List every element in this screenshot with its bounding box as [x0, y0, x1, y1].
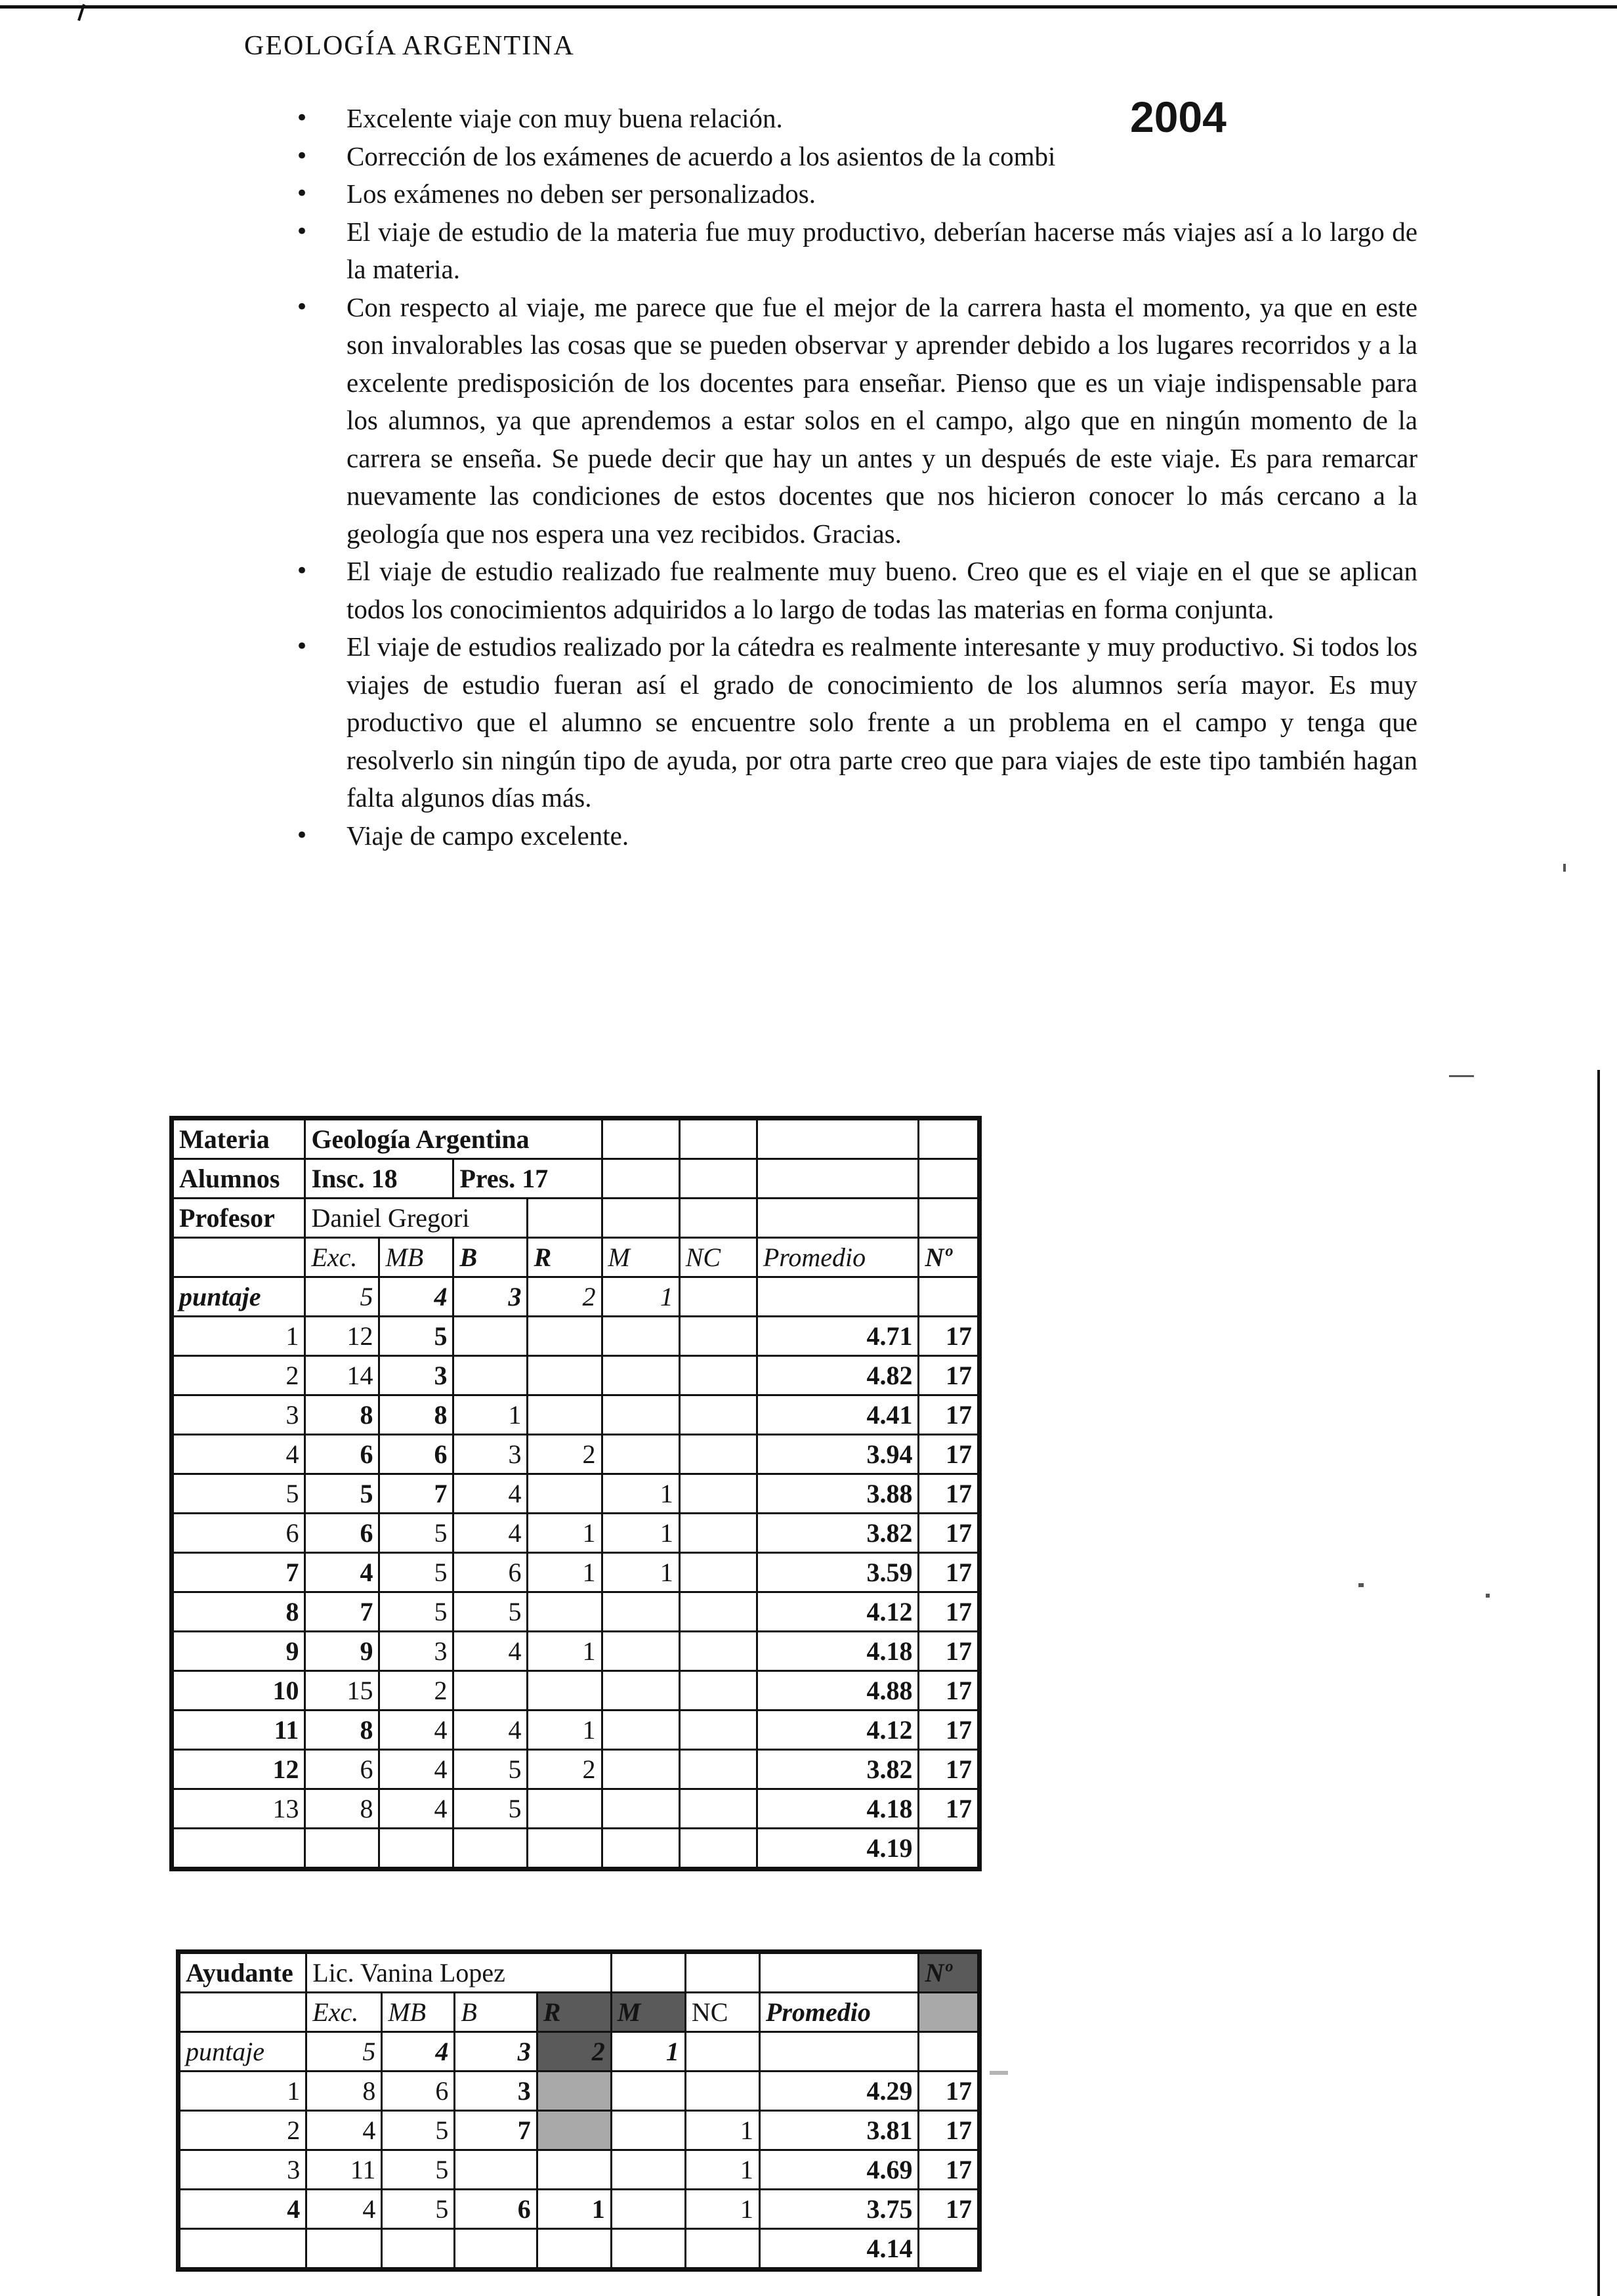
puntaje-value: 2 — [528, 1277, 602, 1317]
empty-cell — [528, 1829, 602, 1869]
question-number: 13 — [172, 1789, 305, 1829]
empty-cell — [685, 1952, 759, 1993]
mb-count: 6 — [382, 2072, 455, 2111]
r-count — [528, 1317, 602, 1356]
empty-cell — [611, 2229, 685, 2270]
n-value: 17 — [919, 1711, 980, 1750]
nc-count — [679, 1711, 757, 1750]
promedio-value: 4.69 — [759, 2150, 919, 2190]
r-count — [537, 2111, 611, 2150]
question-number: 6 — [172, 1514, 305, 1553]
m-count — [602, 1671, 679, 1711]
n-value: 17 — [919, 1671, 980, 1711]
r-count: 1 — [537, 2190, 611, 2229]
materia-label: Materia — [172, 1118, 305, 1159]
col-r: R — [537, 1993, 611, 2032]
table-row — [172, 1671, 980, 1711]
mb-count: 5 — [382, 2111, 455, 2150]
exc-count: 5 — [305, 1474, 379, 1514]
assistant-data-rows — [178, 2072, 980, 2270]
n-value: 17 — [919, 2072, 980, 2111]
n-value: 17 — [919, 1395, 980, 1435]
empty-cell — [172, 1238, 305, 1277]
empty-cell — [172, 1829, 305, 1869]
table-row — [172, 1711, 980, 1750]
mb-count: 2 — [379, 1671, 453, 1711]
empty-cell — [759, 2032, 919, 2072]
n-value: 17 — [919, 1750, 980, 1789]
n-value: 17 — [919, 1632, 980, 1671]
table-row — [172, 1750, 980, 1789]
n-value: 17 — [919, 1514, 980, 1553]
question-number: 5 — [172, 1474, 305, 1514]
b-count — [453, 1317, 528, 1356]
ayudante-value: Lic. Vanina Lopez — [306, 1952, 612, 1993]
m-count — [602, 1711, 679, 1750]
promedio-value: 4.18 — [757, 1632, 919, 1671]
r-count — [528, 1592, 602, 1632]
empty-cell — [178, 1993, 306, 2032]
promedio-value: 4.82 — [757, 1356, 919, 1395]
nc-count — [679, 1356, 757, 1395]
col-nc: NC — [679, 1238, 757, 1277]
exc-count: 4 — [305, 1553, 379, 1592]
empty-cell — [679, 1118, 757, 1159]
question-number: 2 — [172, 1356, 305, 1395]
empty-cell — [919, 1118, 980, 1159]
table-row — [172, 1789, 980, 1829]
puntaje-value: 5 — [306, 2032, 382, 2072]
puntaje-value: 4 — [379, 1277, 453, 1317]
r-count: 2 — [528, 1750, 602, 1789]
overall-average: 4.19 — [757, 1829, 919, 1869]
promedio-value: 3.81 — [759, 2111, 919, 2150]
question-number: 3 — [178, 2150, 306, 2190]
empty-cell — [919, 2032, 980, 2072]
m-count — [602, 1750, 679, 1789]
table-row — [172, 1514, 980, 1553]
nc-count — [679, 1317, 757, 1356]
b-count: 3 — [455, 2072, 537, 2111]
nc-count — [679, 1750, 757, 1789]
puntaje-label: puntaje — [172, 1277, 305, 1317]
exc-count: 7 — [305, 1592, 379, 1632]
puntaje-value: 1 — [602, 1277, 679, 1317]
b-count: 5 — [453, 1750, 528, 1789]
mb-count: 5 — [379, 1553, 453, 1592]
n-value: 17 — [919, 1592, 980, 1632]
puntaje-value: 5 — [305, 1277, 379, 1317]
col-m: M — [611, 1993, 685, 2032]
header-row-alumnos — [172, 1159, 980, 1199]
r-count — [537, 2072, 611, 2111]
puntaje-row — [178, 2032, 980, 2072]
puntaje-value: 4 — [382, 2032, 455, 2072]
exc-count: 6 — [305, 1750, 379, 1789]
table-row — [172, 1395, 980, 1435]
table-row — [172, 1356, 980, 1395]
nc-count — [679, 1632, 757, 1671]
question-number: 11 — [172, 1711, 305, 1750]
empty-cell — [602, 1159, 679, 1199]
n-value: 17 — [919, 1356, 980, 1395]
table-row — [172, 1632, 980, 1671]
question-number: 9 — [172, 1632, 305, 1671]
inscriptos-count: Insc. 18 — [305, 1159, 453, 1199]
b-count: 1 — [453, 1395, 528, 1435]
empty-cell — [379, 1829, 453, 1869]
m-count — [602, 1592, 679, 1632]
col-exc: Exc. — [306, 1993, 382, 2032]
mb-count: 7 — [379, 1474, 453, 1514]
scan-speck — [990, 2071, 1008, 2075]
exc-count: 4 — [306, 2190, 382, 2229]
n-value: 17 — [919, 1317, 980, 1356]
m-count: 1 — [602, 1553, 679, 1592]
m-count: 1 — [602, 1474, 679, 1514]
mb-count: 5 — [379, 1317, 453, 1356]
promedio-value: 4.12 — [757, 1711, 919, 1750]
presentes-count: Pres. 17 — [453, 1159, 602, 1199]
empty-cell — [453, 1829, 528, 1869]
b-count: 3 — [453, 1435, 528, 1474]
overall-average: 4.14 — [759, 2229, 919, 2270]
b-count: 5 — [453, 1789, 528, 1829]
promedio-value: 3.94 — [757, 1435, 919, 1474]
puntaje-value: 1 — [611, 2032, 685, 2072]
question-number: 12 — [172, 1750, 305, 1789]
promedio-value: 3.82 — [757, 1750, 919, 1789]
m-count — [602, 1789, 679, 1829]
m-count — [602, 1395, 679, 1435]
mb-count: 5 — [382, 2190, 455, 2229]
b-count — [455, 2150, 537, 2190]
table-row — [172, 1474, 980, 1514]
question-number: 8 — [172, 1592, 305, 1632]
mb-count: 4 — [379, 1711, 453, 1750]
exc-count: 8 — [305, 1789, 379, 1829]
col-m: M — [602, 1238, 679, 1277]
profesor-value: Daniel Gregori — [305, 1199, 528, 1238]
m-count — [602, 1317, 679, 1356]
promedio-value: 4.18 — [757, 1789, 919, 1829]
page-title: GEOLOGÍA ARGENTINA — [244, 31, 575, 61]
empty-cell — [382, 2229, 455, 2270]
r-count: 1 — [528, 1711, 602, 1750]
r-count — [528, 1671, 602, 1711]
promedio-value: 4.29 — [759, 2072, 919, 2111]
mb-count: 4 — [379, 1750, 453, 1789]
col-mb: MB — [382, 1993, 455, 2032]
table-row — [178, 2150, 980, 2190]
n-value: 17 — [919, 2150, 980, 2190]
materia-value: Geología Argentina — [305, 1118, 602, 1159]
empty-cell — [455, 2229, 537, 2270]
scan-speck — [1358, 1583, 1364, 1587]
empty-cell — [919, 2229, 980, 2270]
col-b: B — [453, 1238, 528, 1277]
promedio-value: 4.71 — [757, 1317, 919, 1356]
puntaje-label: puntaje — [178, 2032, 306, 2072]
column-header-row — [172, 1238, 980, 1277]
nc-count — [679, 1789, 757, 1829]
scan-speck — [1563, 864, 1566, 872]
question-number: 3 — [172, 1395, 305, 1435]
nc-count — [679, 1671, 757, 1711]
empty-cell — [679, 1829, 757, 1869]
col-promedio: Promedio — [759, 1993, 919, 2032]
b-count: 7 — [455, 2111, 537, 2150]
nc-count: 1 — [685, 2150, 759, 2190]
comment-item: • Viaje de campo excelente. — [289, 817, 1418, 855]
comment-item: • Con respecto al viaje, me parece que fue el mejor de la carrera hasta el momento, ya que en este son invalorables las cosas que se pueden observar y aprender debido a los lugares recorridos y a la excelente predisposición de los docentes para enseñar. Pienso que es un viaje indispensable para los alumnos, ya que aprendemos a estar solos en el campo, algo que en ningún momento de la carrera se enseña. Se puede decir que hay un antes y un después de este viaje. Es para remarcar nuevamente las condiciones de estos docentes que nos hicieron conocer lo más cercano a la geología que nos espera una vez recibidos. Gracias. — [289, 289, 1418, 553]
question-number: 4 — [172, 1435, 305, 1474]
question-number: 7 — [172, 1553, 305, 1592]
empty-cell — [679, 1159, 757, 1199]
b-count — [453, 1671, 528, 1711]
r-count: 1 — [528, 1632, 602, 1671]
nc-count: 1 — [685, 2190, 759, 2229]
m-count — [611, 2111, 685, 2150]
b-count: 4 — [453, 1632, 528, 1671]
nc-count — [679, 1553, 757, 1592]
col-r: R — [528, 1238, 602, 1277]
nc-count — [679, 1592, 757, 1632]
exc-count: 8 — [306, 2072, 382, 2111]
empty-cell — [602, 1829, 679, 1869]
header-row-profesor — [172, 1199, 980, 1238]
nc-count — [679, 1395, 757, 1435]
r-count: 2 — [528, 1435, 602, 1474]
promedio-value: 4.41 — [757, 1395, 919, 1435]
b-count: 6 — [455, 2190, 537, 2229]
col-promedio: Promedio — [757, 1238, 919, 1277]
table-row — [172, 1553, 980, 1592]
promedio-value: 4.88 — [757, 1671, 919, 1711]
question-number: 10 — [172, 1671, 305, 1711]
r-count: 1 — [528, 1514, 602, 1553]
empty-cell — [685, 2032, 759, 2072]
b-count: 4 — [453, 1711, 528, 1750]
empty-cell — [602, 1199, 679, 1238]
empty-cell — [919, 1199, 980, 1238]
r-count — [528, 1474, 602, 1514]
mb-count: 5 — [379, 1592, 453, 1632]
r-count — [528, 1789, 602, 1829]
comment-item: • El viaje de estudio de la materia fue muy productivo, deberían hacerse más viajes así a lo largo de la materia. — [289, 213, 1418, 289]
b-count: 5 — [453, 1592, 528, 1632]
question-number: 4 — [178, 2190, 306, 2229]
nc-count — [685, 2072, 759, 2111]
exc-count: 8 — [305, 1711, 379, 1750]
scan-top-border — [0, 5, 1617, 9]
mb-count: 5 — [379, 1514, 453, 1553]
empty-cell — [919, 1159, 980, 1199]
nc-count — [679, 1474, 757, 1514]
empty-cell — [919, 1829, 980, 1869]
empty-cell — [602, 1118, 679, 1159]
comment-list — [289, 100, 1418, 855]
n-value: 17 — [919, 1435, 980, 1474]
column-header-row — [178, 1993, 980, 2032]
m-count — [611, 2150, 685, 2190]
promedio-value: 3.59 — [757, 1553, 919, 1592]
n-value: 17 — [919, 2190, 980, 2229]
comment-item: • El viaje de estudios realizado por la cátedra es realmente interesante y muy productivo. Si todos los viajes de estudio fueran así el grado de conocimiento de los alumnos sería mayor. Es muy productivo que el alumno se encuentre solo frente a un problema en el campo y tenga que resolverlo sin ningún tipo de ayuda, por otra parte creo que para viajes de este tipo también hagan falta algunos días más. — [289, 628, 1418, 817]
promedio-value: 4.12 — [757, 1592, 919, 1632]
m-count — [602, 1435, 679, 1474]
exc-count: 4 — [306, 2111, 382, 2150]
scan-speck — [1449, 1075, 1474, 1077]
empty-cell — [919, 1277, 980, 1317]
table-row — [172, 1592, 980, 1632]
empty-cell — [306, 2229, 382, 2270]
professor-data-rows — [172, 1317, 980, 1869]
col-mb: MB — [379, 1238, 453, 1277]
scan-speck — [1486, 1594, 1490, 1598]
exc-count: 14 — [305, 1356, 379, 1395]
nc-count — [679, 1514, 757, 1553]
b-count: 4 — [453, 1514, 528, 1553]
col-n: Nº — [919, 1952, 980, 1993]
comment-item: • El viaje de estudio realizado fue realmente muy bueno. Creo que es el viaje en el que se aplican todos los conocimientos adquiridos a lo largo de todas las materias en forma conjunta. — [289, 553, 1418, 628]
b-count: 4 — [453, 1474, 528, 1514]
table-row — [172, 1435, 980, 1474]
assistant-grades-table — [176, 1949, 982, 2272]
table-row — [178, 2190, 980, 2229]
mb-count: 4 — [379, 1789, 453, 1829]
comment-item: • Corrección de los exámenes de acuerdo a los asientos de la combi — [289, 138, 1418, 176]
alumnos-label: Alumnos — [172, 1159, 305, 1199]
empty-cell — [919, 1993, 980, 2032]
exc-count: 6 — [305, 1435, 379, 1474]
overall-row — [172, 1829, 980, 1869]
r-count: 1 — [528, 1553, 602, 1592]
exc-count: 8 — [305, 1395, 379, 1435]
comment-item: • Excelente viaje con muy buena relación. — [289, 100, 1418, 138]
table-row — [178, 2072, 980, 2111]
mb-count: 6 — [379, 1435, 453, 1474]
m-count — [602, 1356, 679, 1395]
exc-count: 12 — [305, 1317, 379, 1356]
overall-row — [178, 2229, 980, 2270]
empty-cell — [757, 1277, 919, 1317]
nc-count: 1 — [685, 2111, 759, 2150]
empty-cell — [679, 1277, 757, 1317]
header-row-materia — [172, 1118, 980, 1159]
exc-count: 6 — [305, 1514, 379, 1553]
empty-cell — [757, 1199, 919, 1238]
nc-count — [679, 1435, 757, 1474]
r-count — [537, 2150, 611, 2190]
empty-cell — [611, 1952, 685, 1993]
m-count — [611, 2190, 685, 2229]
puntaje-value: 3 — [455, 2032, 537, 2072]
year-label: 2004 — [1130, 93, 1227, 141]
m-count: 1 — [602, 1514, 679, 1553]
empty-cell — [757, 1118, 919, 1159]
n-value: 17 — [919, 1789, 980, 1829]
exc-count: 15 — [305, 1671, 379, 1711]
empty-cell — [537, 2229, 611, 2270]
promedio-value: 3.82 — [757, 1514, 919, 1553]
header-row-ayudante — [178, 1952, 980, 1993]
m-count — [611, 2072, 685, 2111]
promedio-value: 3.88 — [757, 1474, 919, 1514]
empty-cell — [178, 2229, 306, 2270]
mb-count: 5 — [382, 2150, 455, 2190]
m-count — [602, 1632, 679, 1671]
b-count: 6 — [453, 1553, 528, 1592]
question-number: 2 — [178, 2111, 306, 2150]
puntaje-value: 2 — [537, 2032, 611, 2072]
n-value: 17 — [919, 1553, 980, 1592]
ayudante-label: Ayudante — [178, 1952, 306, 1993]
empty-cell — [305, 1829, 379, 1869]
comment-item: • Los exámenes no deben ser personalizados. — [289, 175, 1418, 213]
question-number: 1 — [172, 1317, 305, 1356]
exc-count: 9 — [305, 1632, 379, 1671]
col-n: Nº — [919, 1238, 980, 1277]
puntaje-row — [172, 1277, 980, 1317]
mb-count: 3 — [379, 1632, 453, 1671]
col-b: B — [455, 1993, 537, 2032]
mb-count: 8 — [379, 1395, 453, 1435]
question-number: 1 — [178, 2072, 306, 2111]
puntaje-value: 3 — [453, 1277, 528, 1317]
empty-cell — [528, 1199, 602, 1238]
promedio-value: 3.75 — [759, 2190, 919, 2229]
col-nc: NC — [685, 1993, 759, 2032]
exc-count: 11 — [306, 2150, 382, 2190]
r-count — [528, 1395, 602, 1435]
table-row — [178, 2111, 980, 2150]
scan-right-border — [1597, 1070, 1600, 2296]
empty-cell — [685, 2229, 759, 2270]
empty-cell — [757, 1159, 919, 1199]
profesor-label: Profesor — [172, 1199, 305, 1238]
col-exc: Exc. — [305, 1238, 379, 1277]
r-count — [528, 1356, 602, 1395]
empty-cell — [759, 1952, 919, 1993]
empty-cell — [679, 1199, 757, 1238]
n-value: 17 — [919, 2111, 980, 2150]
professor-grades-table — [169, 1116, 982, 1871]
mb-count: 3 — [379, 1356, 453, 1395]
n-value: 17 — [919, 1474, 980, 1514]
b-count — [453, 1356, 528, 1395]
table-row — [172, 1317, 980, 1356]
